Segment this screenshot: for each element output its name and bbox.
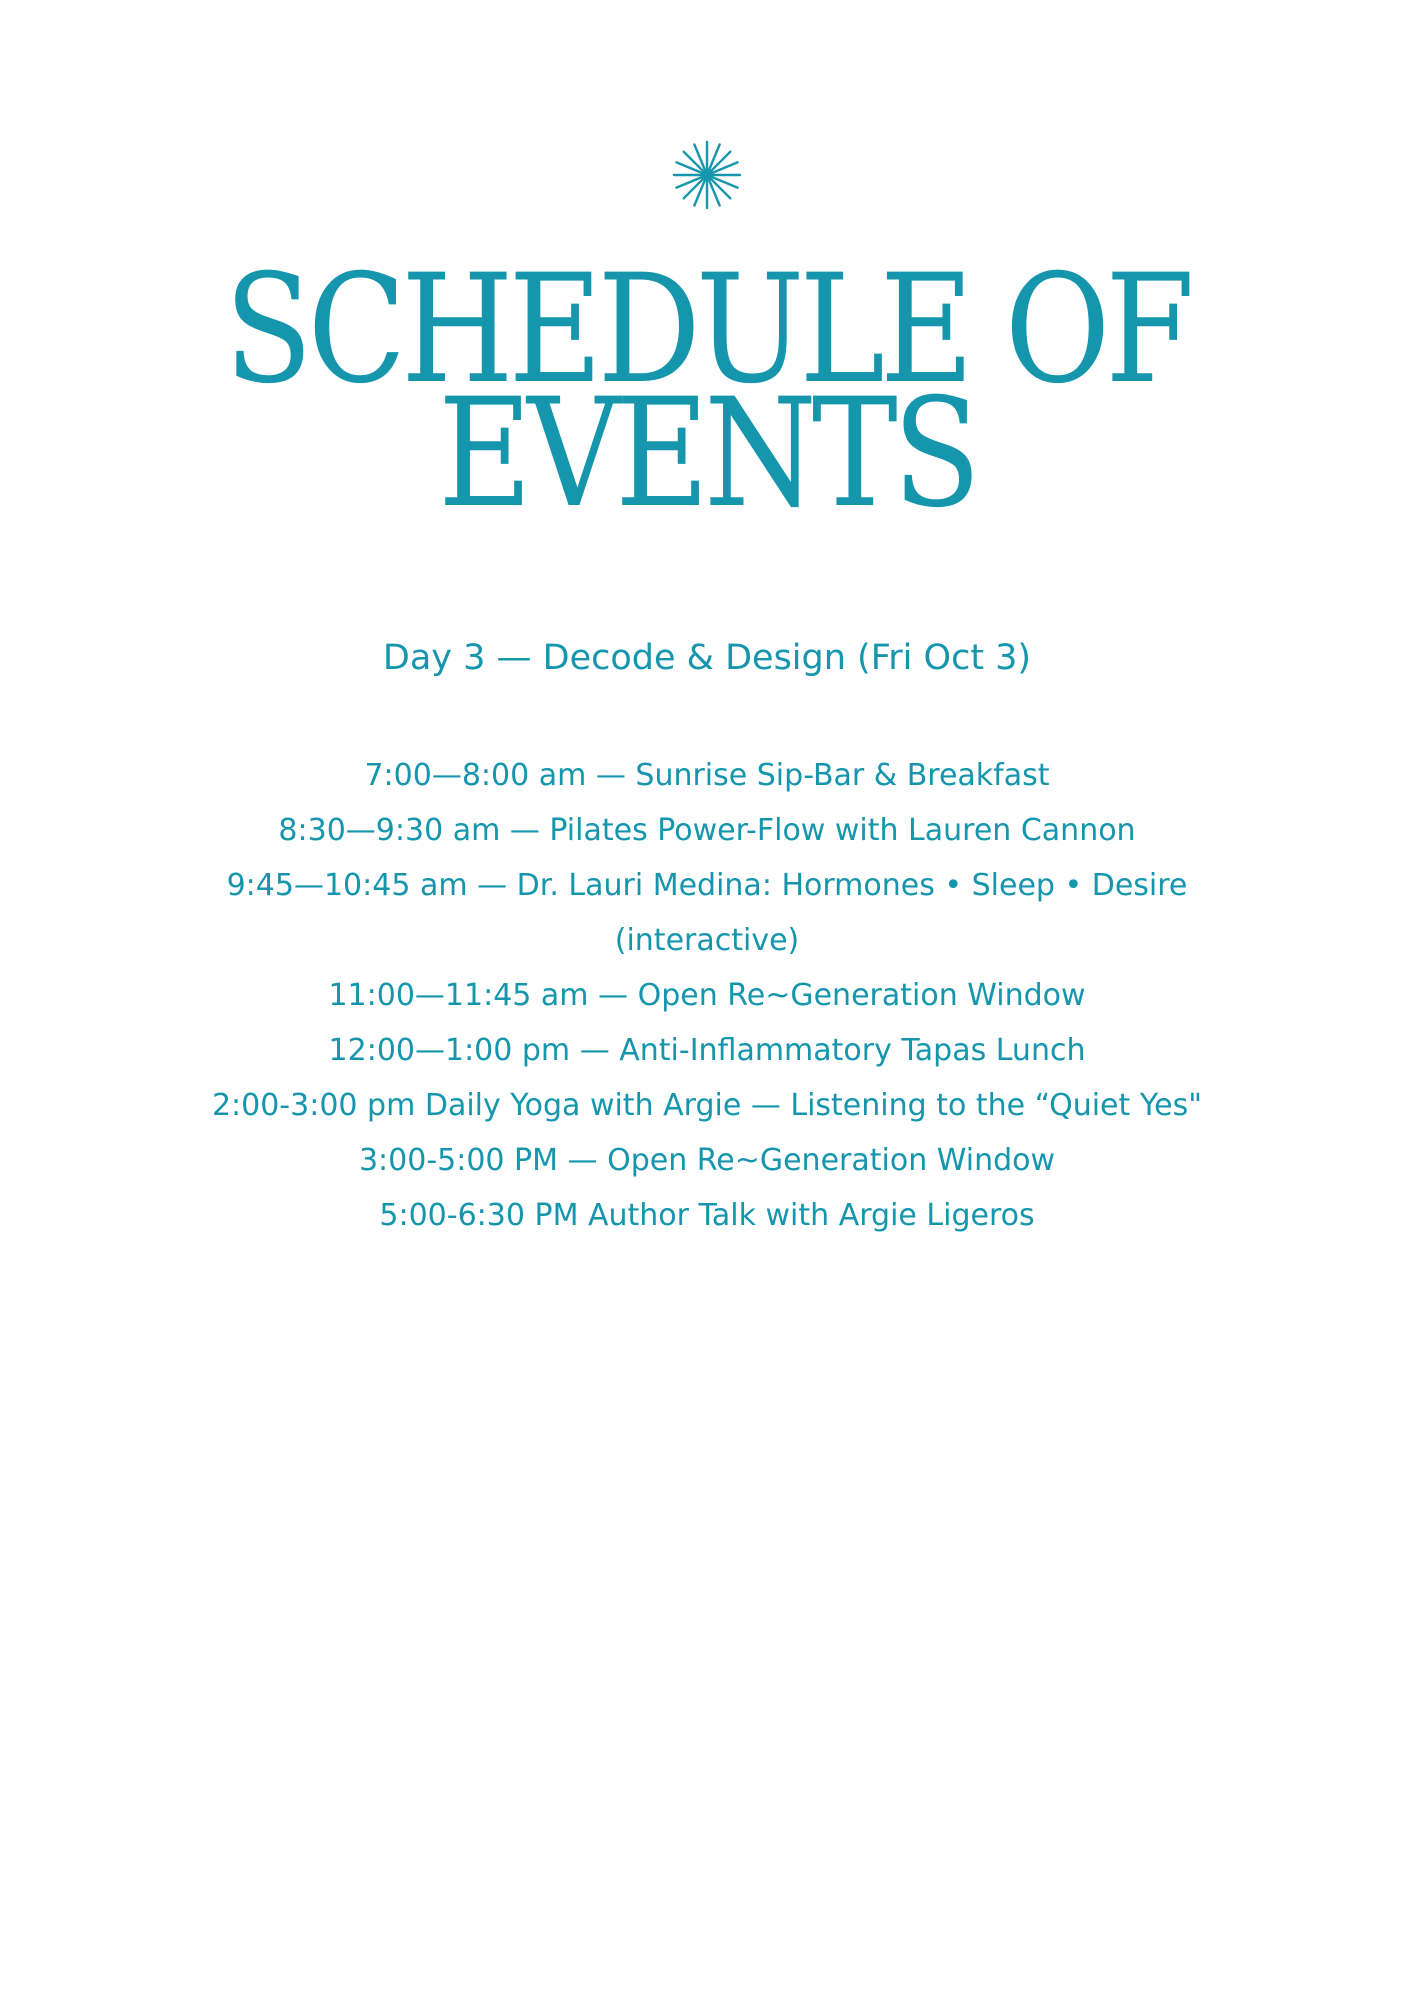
- event-line: 9:45—10:45 am — Dr. Lauri Medina: Hormones • Sleep • Desire: [226, 868, 1188, 903]
- page-title: [99, 243, 1315, 541]
- day-heading: Day 3 — Decode & Design (Fri Oct 3): [382, 638, 1032, 678]
- event-line: 5:00-6:30 PM Author Talk with Argie Ligeros: [379, 1198, 1035, 1233]
- event-line: 2:00-3:00 pm Daily Yoga with Argie — Listening to the “Quiet Yes": [211, 1088, 1203, 1123]
- asterisk-starburst-svg: [672, 140, 742, 210]
- event-line: 7:00—8:00 am — Sunrise Sip-Bar & Breakfast: [364, 758, 1050, 793]
- event-line: (interactive): [614, 923, 800, 958]
- event-line: 11:00—11:45 am — Open Re~Generation Window: [328, 978, 1086, 1013]
- event-line: 12:00—1:00 pm — Anti-Inflammatory Tapas Lunch: [328, 1033, 1086, 1068]
- asterisk-starburst-icon: [672, 140, 742, 210]
- event-line: 8:30—9:30 am — Pilates Power-Flow with Lauren Cannon: [278, 813, 1136, 848]
- title-line-1: SCHEDULE OF: [224, 243, 1190, 417]
- title-line-2: EVENTS: [438, 367, 976, 541]
- events-list: [160, 748, 1254, 1243]
- event-line: 3:00-5:00 PM — Open Re~Generation Window: [358, 1143, 1056, 1178]
